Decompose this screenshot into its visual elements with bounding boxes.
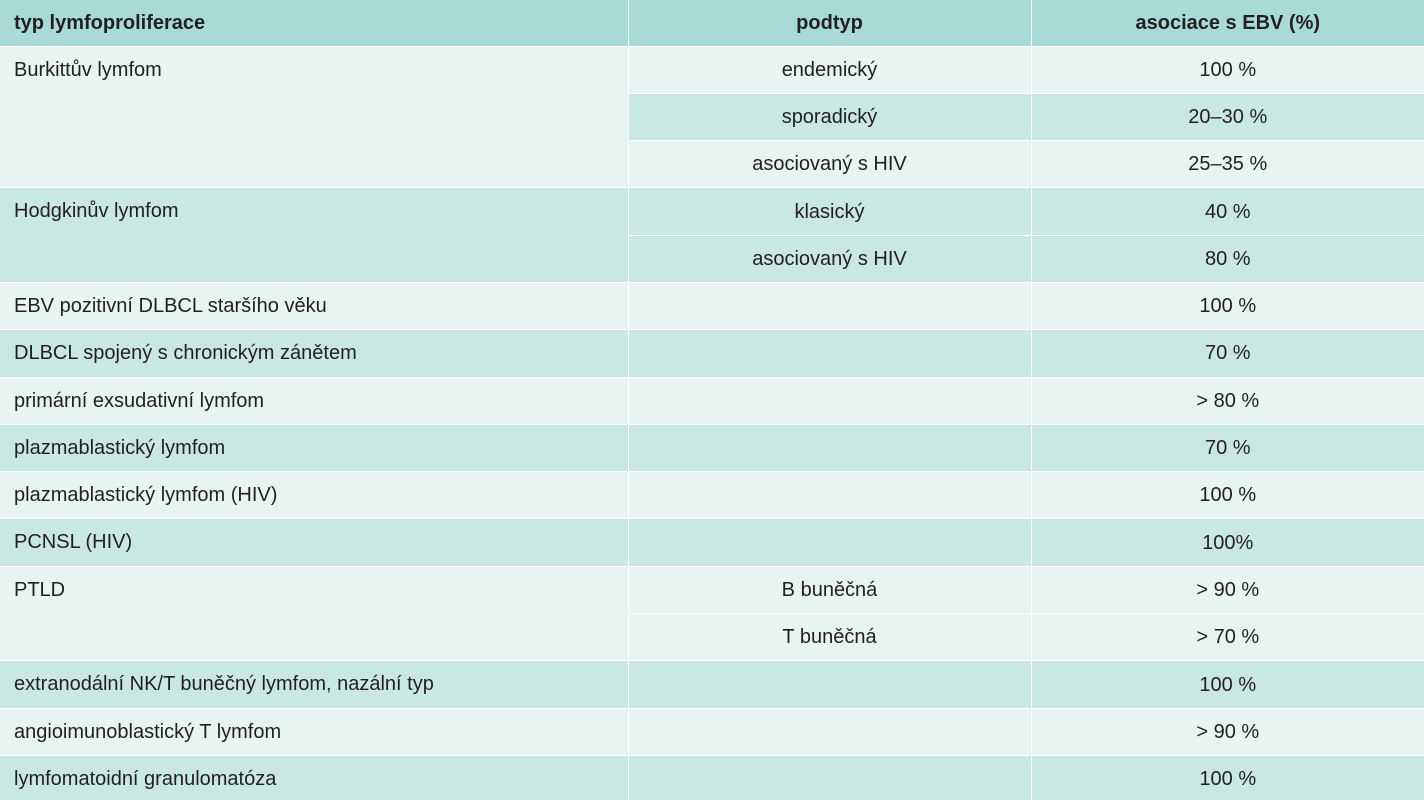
type-cell: extranodální NK/T buněčný lymfom, nazální typ bbox=[0, 661, 628, 708]
value-cell: 80 % bbox=[1031, 235, 1424, 282]
value-cell: > 90 % bbox=[1031, 708, 1424, 755]
table-row bbox=[0, 566, 1424, 613]
subtype-cell: endemický bbox=[628, 46, 1031, 93]
table-row bbox=[0, 46, 1424, 93]
type-cell: DLBCL spojený s chronickým zánětem bbox=[0, 330, 628, 377]
subtype-cell: klasický bbox=[628, 188, 1031, 235]
value-cell: 100 % bbox=[1031, 755, 1424, 800]
subtype-cell: sporadický bbox=[628, 93, 1031, 140]
value-cell: 100 % bbox=[1031, 472, 1424, 519]
table-row bbox=[0, 472, 1424, 519]
value-cell: > 90 % bbox=[1031, 566, 1424, 613]
table-row bbox=[0, 755, 1424, 800]
value-cell: 20–30 % bbox=[1031, 93, 1424, 140]
value-cell: 70 % bbox=[1031, 424, 1424, 471]
value-cell: 100 % bbox=[1031, 46, 1424, 93]
type-cell: PTLD bbox=[0, 566, 628, 661]
value-cell: 100 % bbox=[1031, 661, 1424, 708]
table-row bbox=[0, 424, 1424, 471]
value-cell: 25–35 % bbox=[1031, 141, 1424, 188]
type-cell: Hodgkinův lymfom bbox=[0, 188, 628, 283]
subtype-cell: asociovaný s HIV bbox=[628, 235, 1031, 282]
table-row bbox=[0, 330, 1424, 377]
header-ebv-association: asociace s EBV (%) bbox=[1031, 0, 1424, 46]
subtype-cell bbox=[628, 472, 1031, 519]
subtype-cell bbox=[628, 661, 1031, 708]
table-row bbox=[0, 377, 1424, 424]
type-cell: EBV pozitivní DLBCL staršího věku bbox=[0, 282, 628, 329]
value-cell: > 70 % bbox=[1031, 614, 1424, 661]
subtype-cell bbox=[628, 708, 1031, 755]
value-cell: 70 % bbox=[1031, 330, 1424, 377]
subtype-cell bbox=[628, 755, 1031, 800]
subtype-cell bbox=[628, 330, 1031, 377]
value-cell: 100% bbox=[1031, 519, 1424, 566]
subtype-cell bbox=[628, 377, 1031, 424]
subtype-cell: T buněčná bbox=[628, 614, 1031, 661]
value-cell: > 80 % bbox=[1031, 377, 1424, 424]
type-cell: primární exsudativní lymfom bbox=[0, 377, 628, 424]
header-type: typ lymfoproliferace bbox=[0, 0, 628, 46]
type-cell: plazmablastický lymfom (HIV) bbox=[0, 472, 628, 519]
table-row bbox=[0, 661, 1424, 708]
value-cell: 100 % bbox=[1031, 282, 1424, 329]
type-cell: Burkittův lymfom bbox=[0, 46, 628, 188]
table-row bbox=[0, 188, 1424, 235]
type-cell: plazmablastický lymfom bbox=[0, 424, 628, 471]
header-subtype: podtyp bbox=[628, 0, 1031, 46]
header-row bbox=[0, 0, 1424, 46]
table-row bbox=[0, 282, 1424, 329]
subtype-cell bbox=[628, 282, 1031, 329]
type-cell: angioimunoblastický T lymfom bbox=[0, 708, 628, 755]
value-cell: 40 % bbox=[1031, 188, 1424, 235]
type-cell: PCNSL (HIV) bbox=[0, 519, 628, 566]
subtype-cell: asociovaný s HIV bbox=[628, 141, 1031, 188]
type-cell: lymfomatoidní granulomatóza bbox=[0, 755, 628, 800]
table-row bbox=[0, 519, 1424, 566]
table-row bbox=[0, 708, 1424, 755]
subtype-cell bbox=[628, 519, 1031, 566]
subtype-cell: B buněčná bbox=[628, 566, 1031, 613]
subtype-cell bbox=[628, 424, 1031, 471]
